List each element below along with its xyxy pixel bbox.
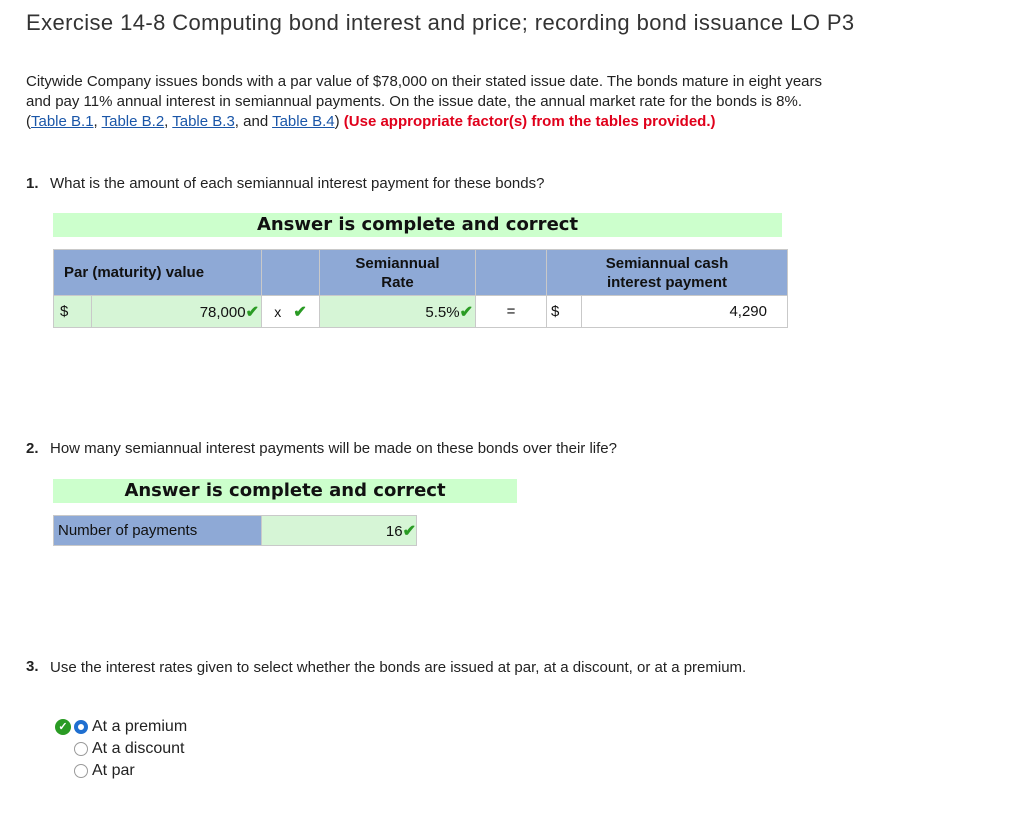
payments-value: 16 bbox=[385, 522, 403, 540]
times-symbol: x bbox=[274, 303, 282, 320]
rate-value: 5.5% bbox=[425, 303, 460, 321]
header-cash-interest bbox=[547, 250, 788, 296]
equals-symbol: = bbox=[506, 303, 516, 320]
question-text: How many semiannual interest payments will be made on these bonds over their life? bbox=[50, 440, 617, 457]
answer-status-banner: Answer is complete and correct bbox=[53, 213, 782, 237]
factor-warning: (Use appropriate factor(s) from the tables provided.) bbox=[343, 113, 716, 130]
issuance-options bbox=[53, 716, 273, 786]
equals-operator bbox=[476, 296, 547, 328]
check-icon: ✔ bbox=[402, 522, 416, 540]
separator: , and bbox=[234, 113, 273, 130]
header-label: interest payment bbox=[606, 273, 728, 291]
question-text: Use the interest rates given to select whether the bonds are issued at par, at a discount, or at a premium. bbox=[50, 659, 747, 676]
header-operator-blank bbox=[476, 250, 547, 296]
times-operator bbox=[262, 296, 320, 328]
header-label: Par (maturity) value bbox=[64, 264, 205, 281]
par-value: 78,000 bbox=[199, 303, 246, 321]
dollar-sign: $ bbox=[551, 303, 560, 320]
intro-text-end: ) bbox=[334, 113, 344, 130]
cash-interest-output bbox=[582, 296, 788, 328]
currency-symbol bbox=[54, 296, 92, 328]
semiannual-rate-input[interactable] bbox=[320, 296, 476, 328]
number-of-payments-label bbox=[54, 516, 262, 546]
option-label-premium: At a premium bbox=[92, 718, 188, 735]
page-title: Exercise 14-8 Computing bond interest and price; recording bond issuance LO P3 bbox=[26, 10, 855, 35]
separator: , bbox=[164, 113, 173, 130]
radio-at-par[interactable] bbox=[74, 764, 88, 778]
check-icon: ✔ bbox=[293, 303, 307, 321]
currency-symbol bbox=[547, 296, 582, 328]
header-label: Semiannual bbox=[355, 254, 440, 272]
question-number: 3. bbox=[26, 658, 39, 675]
header-label: Rate bbox=[381, 273, 414, 291]
link-table-b3[interactable]: Table B.3 bbox=[172, 113, 235, 130]
check-icon: ✔ bbox=[245, 303, 259, 321]
header-par-value bbox=[54, 250, 262, 296]
option-label-discount: At a discount bbox=[92, 740, 185, 757]
correct-check-icon: ✓ bbox=[55, 719, 71, 735]
header-label: Semiannual cash bbox=[605, 254, 729, 272]
link-table-b4[interactable]: Table B.4 bbox=[272, 113, 335, 130]
question-number: 2. bbox=[26, 440, 39, 457]
link-table-b1[interactable]: Table B.1 bbox=[31, 113, 94, 130]
radio-at-discount[interactable] bbox=[74, 742, 88, 756]
header-semiannual-rate bbox=[320, 250, 476, 296]
question-3 bbox=[26, 658, 841, 698]
label-text: Number of payments bbox=[58, 522, 198, 539]
question-1 bbox=[26, 175, 826, 195]
link-table-b2[interactable]: Table B.2 bbox=[101, 113, 165, 130]
question-number: 1. bbox=[26, 175, 39, 192]
question-text: What is the amount of each semiannual interest payment for these bonds? bbox=[50, 175, 545, 192]
radio-at-premium[interactable] bbox=[74, 720, 88, 734]
intro-text: Citywide Company issues bonds with a par value of $78,000 on their stated issue date. The bonds mature in eight years and pay 11% annual interest in semiannual payments. On the issue date, the annual market rate for the bonds is 8%. ( bbox=[26, 73, 823, 130]
separator: , bbox=[93, 113, 102, 130]
dollar-sign: $ bbox=[60, 303, 69, 320]
interest-payment-table bbox=[53, 249, 788, 328]
option-label-par: At par bbox=[92, 762, 135, 779]
number-of-payments-input[interactable] bbox=[262, 516, 417, 546]
payments-count-table bbox=[53, 515, 417, 546]
header-operator-blank bbox=[262, 250, 320, 296]
answer-status-banner: Answer is complete and correct bbox=[53, 479, 517, 503]
problem-statement bbox=[26, 72, 841, 132]
cash-interest-value: 4,290 bbox=[729, 303, 767, 320]
question-2 bbox=[26, 440, 826, 460]
check-icon: ✔ bbox=[459, 303, 473, 321]
par-value-input[interactable] bbox=[91, 296, 261, 328]
